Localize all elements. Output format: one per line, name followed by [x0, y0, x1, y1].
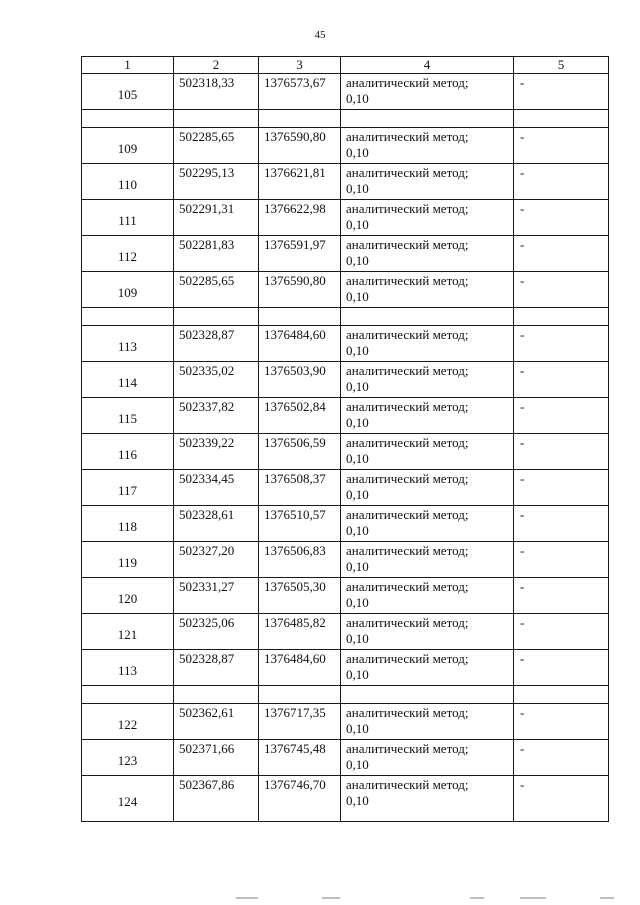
separator-row	[82, 686, 609, 704]
x-coordinate-cell: 502325,06	[174, 614, 259, 650]
x-coordinate-cell: 502328,61	[174, 506, 259, 542]
table-row	[82, 614, 609, 650]
note-cell: -	[514, 578, 609, 614]
y-coordinate-cell: 1376590,80	[259, 272, 341, 308]
method-cell	[341, 578, 514, 614]
method-text: аналитический метод;	[346, 327, 469, 342]
method-cell	[341, 704, 514, 740]
table-row	[82, 74, 609, 110]
x-coordinate-cell: 502285,65	[174, 272, 259, 308]
point-number-cell: 115	[82, 398, 174, 434]
y-coordinate-cell: 1376746,70	[259, 776, 341, 822]
table-row	[82, 236, 609, 272]
accuracy-text: 0,10	[346, 145, 369, 160]
method-cell	[341, 470, 514, 506]
x-coordinate-cell: 502285,65	[174, 128, 259, 164]
table-row	[82, 398, 609, 434]
column-header: 1	[82, 57, 174, 74]
y-coordinate-cell: 1376506,83	[259, 542, 341, 578]
x-coordinate-cell: 502334,45	[174, 470, 259, 506]
note-cell: -	[514, 470, 609, 506]
accuracy-text: 0,10	[346, 595, 369, 610]
method-cell	[341, 434, 514, 470]
x-coordinate-cell: 502291,31	[174, 200, 259, 236]
column-header: 3	[259, 57, 341, 74]
x-coordinate-cell: 502318,33	[174, 74, 259, 110]
y-coordinate-cell: 1376503,90	[259, 362, 341, 398]
point-number-cell: 110	[82, 164, 174, 200]
empty-cell	[174, 308, 259, 326]
point-number-cell: 109	[82, 272, 174, 308]
x-coordinate-cell: 502328,87	[174, 650, 259, 686]
method-cell	[341, 740, 514, 776]
point-number-cell: 116	[82, 434, 174, 470]
table-row	[82, 542, 609, 578]
method-text: аналитический метод;	[346, 471, 469, 486]
note-cell: -	[514, 776, 609, 822]
method-text: аналитический метод;	[346, 399, 469, 414]
note-cell: -	[514, 506, 609, 542]
empty-cell	[341, 686, 514, 704]
point-number-cell: 113	[82, 650, 174, 686]
accuracy-text: 0,10	[346, 289, 369, 304]
empty-cell	[259, 110, 341, 128]
x-coordinate-cell: 502335,02	[174, 362, 259, 398]
table-row	[82, 200, 609, 236]
empty-cell	[514, 110, 609, 128]
point-number-cell: 120	[82, 578, 174, 614]
empty-cell	[341, 110, 514, 128]
x-coordinate-cell: 502362,61	[174, 704, 259, 740]
table-row	[82, 434, 609, 470]
method-text: аналитический метод;	[346, 363, 469, 378]
method-cell	[341, 74, 514, 110]
table-header-row	[82, 57, 609, 74]
point-number-cell: 121	[82, 614, 174, 650]
empty-cell	[174, 686, 259, 704]
y-coordinate-cell: 1376573,67	[259, 74, 341, 110]
note-cell: -	[514, 362, 609, 398]
note-cell: -	[514, 74, 609, 110]
point-number-cell: 122	[82, 704, 174, 740]
coordinates-table	[81, 56, 609, 822]
method-cell	[341, 398, 514, 434]
method-cell	[341, 272, 514, 308]
y-coordinate-cell: 1376591,97	[259, 236, 341, 272]
accuracy-text: 0,10	[346, 217, 369, 232]
table-row	[82, 506, 609, 542]
note-cell: -	[514, 236, 609, 272]
table-body	[82, 74, 609, 822]
point-number-cell: 117	[82, 470, 174, 506]
table-row	[82, 578, 609, 614]
x-coordinate-cell: 502339,22	[174, 434, 259, 470]
method-cell	[341, 614, 514, 650]
accuracy-text: 0,10	[346, 523, 369, 538]
table-row	[82, 326, 609, 362]
x-coordinate-cell: 502331,27	[174, 578, 259, 614]
note-cell: -	[514, 398, 609, 434]
separator-row	[82, 308, 609, 326]
method-text: аналитический метод;	[346, 273, 469, 288]
note-cell: -	[514, 128, 609, 164]
method-cell	[341, 236, 514, 272]
table-row	[82, 776, 609, 822]
method-cell	[341, 326, 514, 362]
point-number-cell: 105	[82, 74, 174, 110]
accuracy-text: 0,10	[346, 487, 369, 502]
table-row	[82, 128, 609, 164]
method-text: аналитический метод;	[346, 651, 469, 666]
method-text: аналитический метод;	[346, 579, 469, 594]
note-cell: -	[514, 434, 609, 470]
y-coordinate-cell: 1376508,37	[259, 470, 341, 506]
x-coordinate-cell: 502337,82	[174, 398, 259, 434]
method-cell	[341, 362, 514, 398]
method-text: аналитический метод;	[346, 777, 469, 792]
table-row	[82, 272, 609, 308]
y-coordinate-cell: 1376502,84	[259, 398, 341, 434]
table-row	[82, 164, 609, 200]
method-text: аналитический метод;	[346, 237, 469, 252]
x-coordinate-cell: 502328,87	[174, 326, 259, 362]
accuracy-text: 0,10	[346, 379, 369, 394]
table-row	[82, 740, 609, 776]
y-coordinate-cell: 1376484,60	[259, 650, 341, 686]
y-coordinate-cell: 1376622,98	[259, 200, 341, 236]
method-text: аналитический метод;	[346, 165, 469, 180]
method-cell	[341, 776, 514, 822]
accuracy-text: 0,10	[346, 181, 369, 196]
point-number-cell: 118	[82, 506, 174, 542]
x-coordinate-cell: 502295,13	[174, 164, 259, 200]
column-header: 5	[514, 57, 609, 74]
point-number-cell: 119	[82, 542, 174, 578]
method-cell	[341, 506, 514, 542]
empty-cell	[174, 110, 259, 128]
accuracy-text: 0,10	[346, 91, 369, 106]
table-row	[82, 650, 609, 686]
empty-cell	[82, 308, 174, 326]
point-number-cell: 123	[82, 740, 174, 776]
empty-cell	[514, 308, 609, 326]
column-header: 4	[341, 57, 514, 74]
accuracy-text: 0,10	[346, 253, 369, 268]
column-header: 2	[174, 57, 259, 74]
empty-cell	[514, 686, 609, 704]
point-number-cell: 124	[82, 776, 174, 822]
method-cell	[341, 164, 514, 200]
y-coordinate-cell: 1376485,82	[259, 614, 341, 650]
y-coordinate-cell: 1376717,35	[259, 704, 341, 740]
method-cell	[341, 128, 514, 164]
accuracy-text: 0,10	[346, 667, 369, 682]
method-text: аналитический метод;	[346, 543, 469, 558]
method-text: аналитический метод;	[346, 507, 469, 522]
note-cell: -	[514, 164, 609, 200]
x-coordinate-cell: 502327,20	[174, 542, 259, 578]
accuracy-text: 0,10	[346, 451, 369, 466]
accuracy-text: 0,10	[346, 721, 369, 736]
y-coordinate-cell: 1376510,57	[259, 506, 341, 542]
empty-cell	[341, 308, 514, 326]
accuracy-text: 0,10	[346, 559, 369, 574]
point-number-cell: 111	[82, 200, 174, 236]
y-coordinate-cell: 1376621,81	[259, 164, 341, 200]
point-number-cell: 114	[82, 362, 174, 398]
accuracy-text: 0,10	[346, 343, 369, 358]
empty-cell	[259, 308, 341, 326]
table-row	[82, 362, 609, 398]
method-cell	[341, 200, 514, 236]
point-number-cell: 112	[82, 236, 174, 272]
y-coordinate-cell: 1376484,60	[259, 326, 341, 362]
table-row	[82, 470, 609, 506]
method-text: аналитический метод;	[346, 705, 469, 720]
point-number-cell: 113	[82, 326, 174, 362]
empty-cell	[82, 686, 174, 704]
note-cell: -	[514, 650, 609, 686]
table-row	[82, 704, 609, 740]
x-coordinate-cell: 502367,86	[174, 776, 259, 822]
method-cell	[341, 542, 514, 578]
accuracy-text: 0,10	[346, 793, 369, 808]
accuracy-text: 0,10	[346, 757, 369, 772]
empty-cell	[82, 110, 174, 128]
note-cell: -	[514, 272, 609, 308]
note-cell: -	[514, 542, 609, 578]
note-cell: -	[514, 326, 609, 362]
point-number-cell: 109	[82, 128, 174, 164]
footer-scan-marks	[0, 895, 640, 905]
note-cell: -	[514, 740, 609, 776]
separator-row	[82, 110, 609, 128]
method-cell	[341, 650, 514, 686]
x-coordinate-cell: 502371,66	[174, 740, 259, 776]
y-coordinate-cell: 1376505,30	[259, 578, 341, 614]
y-coordinate-cell: 1376590,80	[259, 128, 341, 164]
accuracy-text: 0,10	[346, 631, 369, 646]
method-text: аналитический метод;	[346, 435, 469, 450]
page-number: 45	[314, 29, 326, 41]
accuracy-text: 0,10	[346, 415, 369, 430]
y-coordinate-cell: 1376745,48	[259, 740, 341, 776]
method-text: аналитический метод;	[346, 75, 469, 90]
method-text: аналитический метод;	[346, 741, 469, 756]
method-text: аналитический метод;	[346, 615, 469, 630]
note-cell: -	[514, 614, 609, 650]
method-text: аналитический метод;	[346, 201, 469, 216]
y-coordinate-cell: 1376506,59	[259, 434, 341, 470]
note-cell: -	[514, 200, 609, 236]
x-coordinate-cell: 502281,83	[174, 236, 259, 272]
note-cell: -	[514, 704, 609, 740]
empty-cell	[259, 686, 341, 704]
method-text: аналитический метод;	[346, 129, 469, 144]
